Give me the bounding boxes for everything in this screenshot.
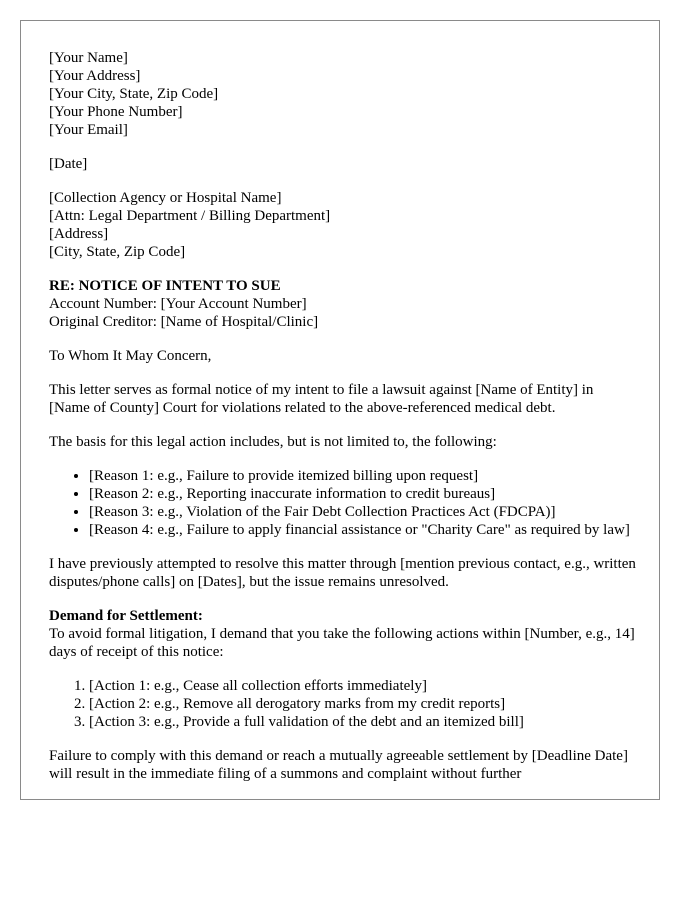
demand-heading: Demand for Settlement: [49,608,203,624]
salutation: To Whom It May Concern, [49,348,212,364]
list-item: • [Reason 4: e.g., Failure to apply financial assistance or "Charity Care" as required by law] [89,521,637,539]
recipient-block [49,189,637,261]
demand-text: To avoid formal litigation, I demand that you take the following actions within [Number, e.g., 14] days of receipt of this notice: [49,626,635,660]
closing-paragraph: Failure to comply with this demand or reach a mutually agreeable settlement by [Deadline Date] will result in the immediate filing of a summons and complaint without further [49,748,628,782]
recipient-attn: [Attn: Legal Department / Billing Department] [49,208,331,224]
letter-date: [Date] [49,156,88,172]
sender-address: [Your Address] [49,68,141,84]
demand-block [49,607,637,661]
list-item: • [Reason 3: e.g., Violation of the Fair Debt Collection Practices Act (FDCPA)] [89,503,637,521]
list-item: 2. [Action 2: e.g., Remove all derogatory marks from my credit reports] [89,695,637,713]
reasons-list [49,467,637,539]
actions-list [49,677,637,731]
intro-paragraph: This letter serves as formal notice of my intent to file a lawsuit against [Name of Entity] in [Name of County] Court for violations related to the above-referenced medical debt. [49,382,594,416]
sender-city-state-zip: [Your City, State, Zip Code] [49,86,219,102]
sender-name: [Your Name] [49,50,128,66]
previous-attempts-paragraph: I have previously attempted to resolve this matter through [mention previous contact, e.g., written disputes/phone calls] on [Dates], but the issue remains unresolved. [49,556,636,590]
basis-paragraph: The basis for this legal action includes, but is not limited to, the following: [49,434,497,450]
original-creditor: Original Creditor: [Name of Hospital/Clinic] [49,314,319,330]
subject-heading: RE: NOTICE OF INTENT TO SUE [49,278,281,294]
sender-block [49,49,637,139]
sender-phone: [Your Phone Number] [49,104,183,120]
list-item: 3. [Action 3: e.g., Provide a full validation of the debt and an itemized bill] [89,713,637,731]
list-item: 1. [Action 1: e.g., Cease all collection efforts immediately] [89,677,637,695]
list-item: • [Reason 2: e.g., Reporting inaccurate information to credit bureaus] [89,485,637,503]
sender-email: [Your Email] [49,122,128,138]
letter-body [49,49,637,783]
list-item: • [Reason 1: e.g., Failure to provide itemized billing upon request] [89,467,637,485]
recipient-address: [Address] [49,226,109,242]
subject-block [49,277,637,331]
recipient-city-state-zip: [City, State, Zip Code] [49,244,186,260]
date-block [49,155,637,173]
recipient-name: [Collection Agency or Hospital Name] [49,190,282,206]
letter-page [20,20,660,800]
account-number: Account Number: [Your Account Number] [49,296,307,312]
